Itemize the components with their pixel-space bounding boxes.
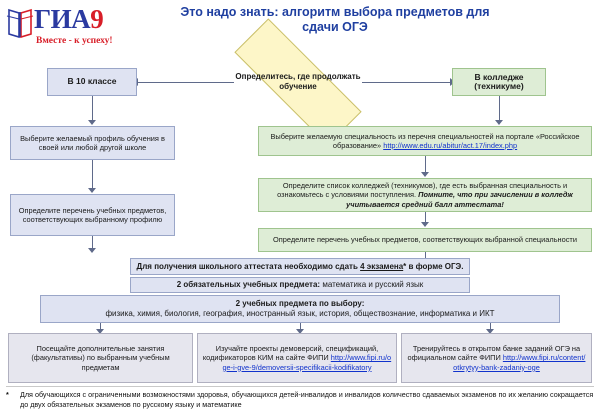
logo bbox=[6, 4, 156, 52]
study-demo-text: Изучайте проекты демоверсий, спецификаций, кодификаторов КИМ на сайте ФИПИ bbox=[202, 343, 379, 363]
node-practice-bank bbox=[401, 333, 592, 383]
decision-label: Определитесь, где продолжать обучение bbox=[235, 72, 361, 91]
mandatory-value: математика и русский язык bbox=[320, 280, 424, 290]
logo-wordmark-text: ГИА bbox=[34, 4, 91, 34]
connector-decision-to-school bbox=[137, 82, 234, 83]
arrow-college-3 bbox=[421, 222, 429, 227]
page-title: Это надо знать: алгоритм выбора предметов для сдачи ОГЭ bbox=[180, 5, 490, 34]
choice-label: 2 учебных предмета по выбору: bbox=[235, 299, 365, 308]
practice-bank-text: Тренируйтесь в открытом банке заданий ОГЭ на официальном сайте ФИПИ bbox=[407, 343, 581, 363]
fipi-bank-link[interactable]: http://www.fipi.ru/content/otkrytyy-bank-zadaniy-oge bbox=[453, 353, 586, 372]
connector-school-1 bbox=[92, 96, 93, 122]
connector-school-2 bbox=[92, 160, 93, 190]
node-school-step2: Определите перечень учебных предметов, соответствующих выбранному профилю bbox=[10, 194, 175, 236]
exams-text-a: Для получения школьного аттестата необходимо сдать bbox=[136, 261, 361, 271]
choice-value: физика, химия, биология, география, иностранный язык, история, обществознание, информатика и ИКТ bbox=[105, 309, 495, 318]
college-step1-link[interactable]: http://www.edu.ru/abitur/act.17/index.php bbox=[383, 141, 518, 150]
arrow-college-1 bbox=[495, 120, 503, 125]
fipi-demo-link[interactable]: http://www.fipi.ru/oge-i-gve-9/demoversii-specifikacii-kodifikatory bbox=[222, 353, 392, 372]
exams-text-b: * в форме ОГЭ. bbox=[403, 261, 464, 271]
connector-decision-to-college bbox=[362, 82, 452, 83]
footnote-marker: * bbox=[6, 390, 9, 399]
arrow-school-3 bbox=[88, 248, 96, 253]
node-exams-required bbox=[130, 258, 470, 275]
node-college-step2-emphasis: Помните, что при зачислении в колледж учитывается средний балл аттестата! bbox=[346, 190, 573, 209]
arrow-school-1 bbox=[88, 120, 96, 125]
logo-wordmark-digit: 9 bbox=[90, 4, 104, 34]
node-choice-subjects bbox=[40, 295, 560, 323]
footnote-text: Для обучающихся с ограниченными возможностями здоровья, обучающихся детей-инвалидов и инвалидов количество сдаваемых экзаменов по их желанию сокращается до двух обязательных экзаменов по русскому языку и математике bbox=[20, 390, 594, 409]
node-study-demo bbox=[197, 333, 397, 383]
decision-node bbox=[232, 58, 364, 106]
node-college-step2-text: Определите список колледжей (техникумов), где есть выбранная специальность и ознакомьтесь с условиями поступления. bbox=[277, 180, 568, 200]
node-college-step2 bbox=[258, 178, 592, 212]
node-school-step1: Выберите желаемый профиль обучения в своей или любой другой школе bbox=[10, 126, 175, 160]
logo-tagline: Вместе - к успеху! bbox=[36, 36, 113, 46]
logo-wordmark bbox=[34, 4, 103, 35]
node-college-step3: Определите перечень учебных предметов, соответствующих выбранной специальности bbox=[258, 228, 592, 252]
node-school-grade10: В 10 классе bbox=[47, 68, 137, 96]
node-college-step1-text: Выберите желаемую специальность из перечня специальностей на портале «Российское образование» bbox=[270, 131, 580, 150]
node-college: В колледже (техникуме) bbox=[452, 68, 546, 96]
node-college-step1 bbox=[258, 126, 592, 156]
arrow-school-2 bbox=[88, 188, 96, 193]
node-extra-classes: Посещайте дополнительные занятия (факультативы) по выбранным учебным предметам bbox=[8, 333, 193, 383]
mandatory-label: 2 обязательных учебных предмета: bbox=[176, 280, 321, 290]
logo-book-icon bbox=[6, 6, 34, 40]
footnote-divider bbox=[6, 386, 594, 387]
arrow-college-2 bbox=[421, 172, 429, 177]
exams-count: 4 экзамена bbox=[360, 261, 404, 271]
node-mandatory-subjects bbox=[130, 277, 470, 293]
connector-college-1 bbox=[499, 96, 500, 122]
footnote bbox=[6, 390, 594, 410]
